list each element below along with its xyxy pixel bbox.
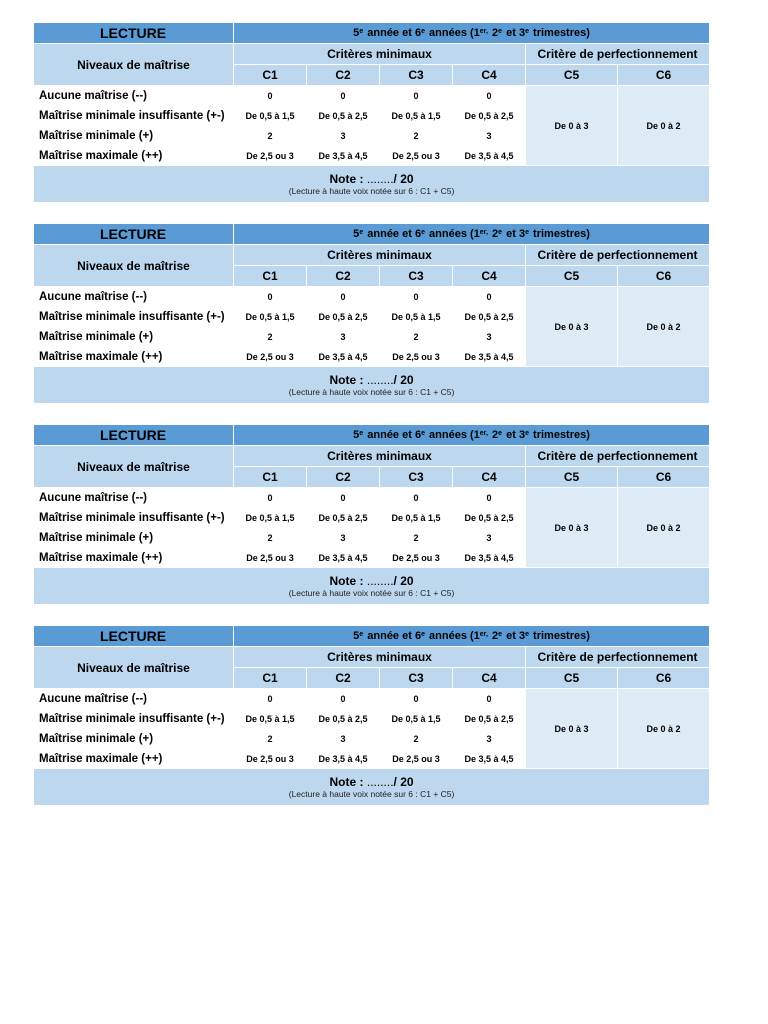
- note-blank: ........: [366, 172, 394, 186]
- cell-c2: 3: [307, 528, 380, 548]
- cell-c1: 0: [234, 86, 307, 106]
- note-subtext: (Lecture à haute voix notée sur 6 : C1 + C5): [288, 387, 455, 397]
- c6-range: De 0 à 2: [618, 287, 710, 367]
- cell-c3: 0: [380, 689, 453, 709]
- cell-c3: De 2,5 ou 3: [380, 548, 453, 568]
- grid-title: LECTURE: [34, 626, 234, 647]
- cell-c3: De 0,5 à 1,5: [380, 307, 453, 327]
- grading-grid-2: [33, 223, 709, 404]
- cell-c2: De 3,5 à 4,5: [307, 548, 380, 568]
- cell-c2: 3: [307, 729, 380, 749]
- col-header-c3: C3: [380, 467, 453, 488]
- cell-c1: De 0,5 à 1,5: [234, 709, 307, 729]
- cell-c2: 3: [307, 327, 380, 347]
- cell-c3: De 2,5 ou 3: [380, 146, 453, 166]
- note-line: [34, 373, 709, 387]
- col-header-c4: C4: [453, 467, 526, 488]
- cell-c4: De 0,5 à 2,5: [453, 508, 526, 528]
- note-blank: ........: [366, 574, 394, 588]
- school-years: 5e année et 6e années ($1^{er,}$ 2e et 3e trimestres): [234, 224, 710, 245]
- perfection-criterion-header: Critère de perfectionnement: [526, 245, 710, 266]
- cell-c2: De 3,5 à 4,5: [307, 347, 380, 367]
- col-header-c4: C4: [453, 668, 526, 689]
- col-header-c3: C3: [380, 266, 453, 287]
- note-line: [34, 775, 709, 789]
- col-header-c2: C2: [307, 467, 380, 488]
- note-blank: ........: [366, 373, 394, 387]
- grading-table: [33, 22, 710, 203]
- minimal-criteria-header: Critères minimaux: [234, 446, 526, 467]
- note-subtext: (Lecture à haute voix notée sur 6 : C1 + C5): [288, 789, 455, 799]
- cell-c4: De 0,5 à 2,5: [453, 307, 526, 327]
- cell-c4: De 0,5 à 2,5: [453, 106, 526, 126]
- row-label: Maîtrise minimale insuffisante (+-): [34, 508, 234, 528]
- grading-grid-1: [33, 22, 709, 203]
- note-line: [34, 574, 709, 588]
- col-header-c1: C1: [234, 668, 307, 689]
- row-label: Aucune maîtrise (--): [34, 86, 234, 106]
- cell-c2: De 0,5 à 2,5: [307, 508, 380, 528]
- col-header-c5: C5: [526, 266, 618, 287]
- cell-c1: 2: [234, 729, 307, 749]
- cell-c2: 0: [307, 689, 380, 709]
- c5-range: De 0 à 3: [526, 287, 618, 367]
- school-years: 5e année et 6e années ($1^{er,}$ 2e et 3e trimestres): [234, 626, 710, 647]
- cell-c1: De 0,5 à 1,5: [234, 106, 307, 126]
- grading-table: [33, 625, 710, 806]
- cell-c1: De 2,5 ou 3: [234, 146, 307, 166]
- cell-c4: 3: [453, 729, 526, 749]
- levels-header: Niveaux de maîtrise: [34, 245, 234, 287]
- table-row: [34, 287, 710, 307]
- row-label: Maîtrise minimale (+): [34, 126, 234, 146]
- title-bar: [34, 626, 710, 647]
- row-label: Maîtrise minimale (+): [34, 528, 234, 548]
- perfection-criterion-header: Critère de perfectionnement: [526, 647, 710, 668]
- note-label: Note :: [329, 172, 364, 186]
- col-header-c6: C6: [618, 266, 710, 287]
- row-label: Maîtrise maximale (++): [34, 146, 234, 166]
- note-total: / 20: [393, 172, 414, 186]
- cell-c3: De 0,5 à 1,5: [380, 508, 453, 528]
- title-bar: [34, 23, 710, 44]
- levels-header: Niveaux de maîtrise: [34, 446, 234, 488]
- table-row: [34, 488, 710, 508]
- row-label: Maîtrise minimale insuffisante (+-): [34, 709, 234, 729]
- note-total: / 20: [393, 574, 414, 588]
- cell-c1: De 2,5 ou 3: [234, 548, 307, 568]
- cell-c4: 3: [453, 528, 526, 548]
- col-header-c1: C1: [234, 266, 307, 287]
- row-label: Maîtrise maximale (++): [34, 749, 234, 769]
- cell-c3: De 0,5 à 1,5: [380, 106, 453, 126]
- cell-c1: De 2,5 ou 3: [234, 749, 307, 769]
- cell-c3: 0: [380, 287, 453, 307]
- cell-c2: De 3,5 à 4,5: [307, 749, 380, 769]
- row-label: Maîtrise minimale insuffisante (+-): [34, 307, 234, 327]
- col-header-c6: C6: [618, 65, 710, 86]
- note-row: [34, 367, 710, 404]
- title-bar: [34, 425, 710, 446]
- row-label: Maîtrise maximale (++): [34, 347, 234, 367]
- cell-c1: 2: [234, 327, 307, 347]
- school-years: 5e année et 6e années ($1^{er,}$ 2e et 3e trimestres): [234, 425, 710, 446]
- grid-title: LECTURE: [34, 23, 234, 44]
- minimal-criteria-header: Critères minimaux: [234, 44, 526, 65]
- note-subtext: (Lecture à haute voix notée sur 6 : C1 + C5): [288, 186, 455, 196]
- table-row: [34, 689, 710, 709]
- cell-c3: 2: [380, 528, 453, 548]
- row-label: Maîtrise minimale (+): [34, 327, 234, 347]
- col-header-c3: C3: [380, 65, 453, 86]
- cell-c1: 0: [234, 689, 307, 709]
- cell-c1: De 0,5 à 1,5: [234, 508, 307, 528]
- note-row: [34, 166, 710, 203]
- row-label: Maîtrise minimale (+): [34, 729, 234, 749]
- row-label: Aucune maîtrise (--): [34, 689, 234, 709]
- cell-c2: De 3,5 à 4,5: [307, 146, 380, 166]
- table-row: [34, 86, 710, 106]
- grading-table: [33, 424, 710, 605]
- cell-c3: 2: [380, 126, 453, 146]
- grid-title: LECTURE: [34, 425, 234, 446]
- cell-c1: 0: [234, 488, 307, 508]
- cell-c2: 0: [307, 488, 380, 508]
- cell-c4: 0: [453, 689, 526, 709]
- cell-c4: 0: [453, 287, 526, 307]
- col-header-c6: C6: [618, 467, 710, 488]
- cell-c4: De 3,5 à 4,5: [453, 749, 526, 769]
- col-header-c5: C5: [526, 668, 618, 689]
- col-header-c2: C2: [307, 65, 380, 86]
- cell-c1: 0: [234, 287, 307, 307]
- cell-c4: De 3,5 à 4,5: [453, 548, 526, 568]
- row-label: Maîtrise minimale insuffisante (+-): [34, 106, 234, 126]
- note-label: Note :: [329, 574, 364, 588]
- cell-c3: De 2,5 ou 3: [380, 749, 453, 769]
- c6-range: De 0 à 2: [618, 689, 710, 769]
- cell-c2: De 0,5 à 2,5: [307, 106, 380, 126]
- cell-c1: 2: [234, 126, 307, 146]
- cell-c3: 0: [380, 488, 453, 508]
- grading-grid-3: [33, 424, 709, 605]
- perfection-criterion-header: Critère de perfectionnement: [526, 446, 710, 467]
- c6-range: De 0 à 2: [618, 488, 710, 568]
- note-line: [34, 172, 709, 186]
- levels-header: Niveaux de maîtrise: [34, 647, 234, 689]
- note-blank: ........: [366, 775, 394, 789]
- note-subtext: (Lecture à haute voix notée sur 6 : C1 + C5): [288, 588, 455, 598]
- note-label: Note :: [329, 373, 364, 387]
- cell-c4: De 3,5 à 4,5: [453, 146, 526, 166]
- cell-c3: 0: [380, 86, 453, 106]
- c5-range: De 0 à 3: [526, 86, 618, 166]
- col-header-c1: C1: [234, 65, 307, 86]
- col-header-c2: C2: [307, 668, 380, 689]
- c5-range: De 0 à 3: [526, 488, 618, 568]
- note-row: [34, 568, 710, 605]
- col-header-c3: C3: [380, 668, 453, 689]
- cell-c3: 2: [380, 729, 453, 749]
- cell-c4: 0: [453, 86, 526, 106]
- row-label: Maîtrise maximale (++): [34, 548, 234, 568]
- cell-c3: 2: [380, 327, 453, 347]
- col-header-c5: C5: [526, 65, 618, 86]
- cell-c1: De 0,5 à 1,5: [234, 307, 307, 327]
- c6-range: De 0 à 2: [618, 86, 710, 166]
- cell-c4: De 0,5 à 2,5: [453, 709, 526, 729]
- cell-c3: De 2,5 ou 3: [380, 347, 453, 367]
- cell-c2: 3: [307, 126, 380, 146]
- grading-grid-4: [33, 625, 709, 806]
- minimal-criteria-header: Critères minimaux: [234, 245, 526, 266]
- cell-c1: De 2,5 ou 3: [234, 347, 307, 367]
- grid-title: LECTURE: [34, 224, 234, 245]
- col-header-c6: C6: [618, 668, 710, 689]
- cell-c2: De 0,5 à 2,5: [307, 709, 380, 729]
- col-header-c1: C1: [234, 467, 307, 488]
- row-label: Aucune maîtrise (--): [34, 488, 234, 508]
- levels-header: Niveaux de maîtrise: [34, 44, 234, 86]
- cell-c4: 0: [453, 488, 526, 508]
- note-total: / 20: [393, 775, 414, 789]
- cell-c2: De 0,5 à 2,5: [307, 307, 380, 327]
- cell-c4: 3: [453, 126, 526, 146]
- col-header-c5: C5: [526, 467, 618, 488]
- cell-c2: 0: [307, 86, 380, 106]
- note-label: Note :: [329, 775, 364, 789]
- row-label: Aucune maîtrise (--): [34, 287, 234, 307]
- col-header-c2: C2: [307, 266, 380, 287]
- cell-c2: 0: [307, 287, 380, 307]
- grading-table: [33, 223, 710, 404]
- cell-c3: De 0,5 à 1,5: [380, 709, 453, 729]
- perfection-criterion-header: Critère de perfectionnement: [526, 44, 710, 65]
- note-total: / 20: [393, 373, 414, 387]
- cell-c4: De 3,5 à 4,5: [453, 347, 526, 367]
- col-header-c4: C4: [453, 65, 526, 86]
- c5-range: De 0 à 3: [526, 689, 618, 769]
- school-years: 5e année et 6e années ($1^{er,}$ 2e et 3e trimestres): [234, 23, 710, 44]
- note-row: [34, 769, 710, 806]
- cell-c1: 2: [234, 528, 307, 548]
- minimal-criteria-header: Critères minimaux: [234, 647, 526, 668]
- col-header-c4: C4: [453, 266, 526, 287]
- cell-c4: 3: [453, 327, 526, 347]
- title-bar: [34, 224, 710, 245]
